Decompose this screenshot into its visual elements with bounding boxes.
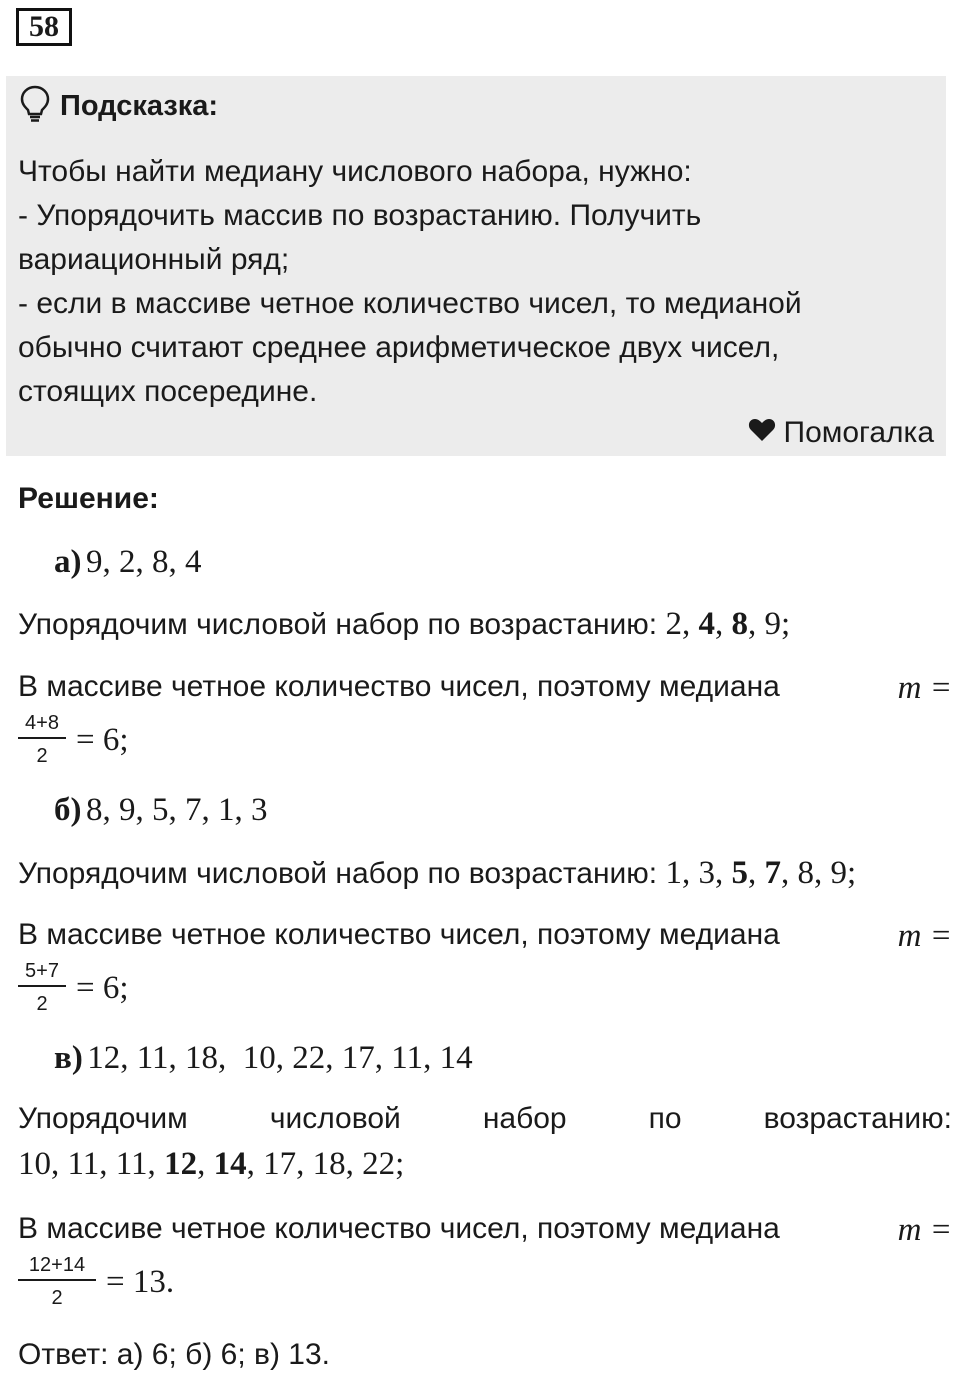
hint-line: вариационный ряд; [18, 243, 290, 276]
brand-credit [748, 416, 935, 450]
heart-icon [748, 416, 776, 450]
numerator: 12+14 [28, 1254, 86, 1276]
median-var: m = [897, 670, 952, 706]
sort-text: Упорядочим числовой набор по возрастанию: [18, 857, 658, 890]
sorted-pre: 10, 11, 11, [18, 1146, 165, 1182]
denominator: 2 [36, 745, 48, 767]
part-b-median-line [18, 918, 952, 955]
part-a-label: а) [54, 544, 82, 580]
sorted-post: , 17, 18, 22; [246, 1146, 405, 1182]
numerator: 4+8 [25, 712, 59, 734]
median-value-2: 8 [731, 606, 748, 642]
part-c-set [54, 1040, 473, 1077]
median-text: В массиве четное количество чисел, поэтому медиана [18, 1212, 780, 1245]
hint-line: стоящих посередине. [18, 375, 318, 408]
fraction-bar [18, 737, 66, 739]
sort-word: набор [482, 1102, 567, 1135]
sorted-post: , 9; [747, 606, 791, 642]
median-value-2: 7 [764, 855, 781, 891]
fraction-bar [18, 1279, 96, 1281]
hint-line: - если в массиве четное количество чисел, то медианой [18, 287, 802, 320]
hint-box [6, 76, 946, 456]
part-a-sorted [18, 606, 790, 643]
fraction-bar [18, 985, 66, 987]
sort-word: возрастанию: [763, 1102, 952, 1135]
sorted-values [665, 855, 856, 891]
part-c-result: = 13. [106, 1264, 175, 1300]
part-a-numbers: 9, 2, 8, 4 [85, 544, 202, 580]
part-a-result: = 6; [76, 722, 129, 758]
part-b-sorted [18, 855, 856, 892]
solution-heading: Решение: [18, 482, 159, 515]
numerator: 5+7 [25, 960, 59, 982]
part-c-sort-line [18, 1102, 952, 1136]
median-text: В массиве четное количество чисел, поэтому медиана [18, 670, 780, 703]
median-var: m = [897, 1212, 952, 1248]
part-a-median-line [18, 670, 952, 707]
part-a-set [54, 544, 201, 581]
sorted-sep: , [714, 606, 732, 642]
part-b-numbers: 8, 9, 5, 7, 1, 3 [85, 792, 268, 828]
hint-line: обычно считают среднее арифметическое двух чисел, [18, 331, 780, 364]
part-c-sorted-values [18, 1146, 404, 1183]
brand-name: Помогалка [783, 416, 934, 449]
median-value-2: 14 [213, 1146, 247, 1182]
task-number: 58 [16, 8, 72, 46]
sorted-sep: , [747, 855, 765, 891]
sorted-values [665, 606, 790, 642]
hint-line: - Упорядочить массив по возрастанию. Получить [18, 199, 702, 232]
part-c-numbers: 12, 11, 18, 10, 22, 17, 11, 14 [87, 1040, 473, 1076]
part-a-fraction [18, 712, 66, 768]
lightbulb-icon [20, 85, 50, 128]
hint-line: Чтобы найти медиану числового набора, нужно: [18, 155, 692, 188]
median-value-1: 5 [731, 855, 748, 891]
denominator: 2 [36, 993, 48, 1015]
hint-text [18, 150, 802, 414]
median-value-1: 4 [698, 606, 715, 642]
part-c-median-line [18, 1212, 952, 1249]
part-c-label: в) [54, 1040, 83, 1076]
sort-word: по [648, 1102, 682, 1135]
hint-title: Подсказка: [60, 89, 219, 122]
sorted-post: , 8, 9; [780, 855, 857, 891]
part-b-fraction [18, 960, 66, 1016]
denominator: 2 [51, 1287, 63, 1309]
sort-word: Упорядочим [18, 1102, 188, 1135]
sort-text: Упорядочим числовой набор по возрастанию: [18, 608, 658, 641]
answer-line: Ответ: а) 6; б) 6; в) 13. [18, 1338, 330, 1371]
median-text: В массиве четное количество чисел, поэтому медиана [18, 918, 780, 951]
part-b-label: б) [54, 792, 82, 828]
part-b-set [54, 792, 267, 829]
hint-header [20, 86, 218, 126]
part-c-fraction [18, 1254, 96, 1310]
sorted-pre: 2, [665, 606, 699, 642]
median-var: m = [897, 918, 952, 954]
part-b-result: = 6; [76, 970, 129, 1006]
sorted-pre: 1, 3, [665, 855, 732, 891]
sort-word: числовой [269, 1102, 401, 1135]
median-value-1: 12 [164, 1146, 198, 1182]
sorted-sep: , [197, 1146, 214, 1182]
